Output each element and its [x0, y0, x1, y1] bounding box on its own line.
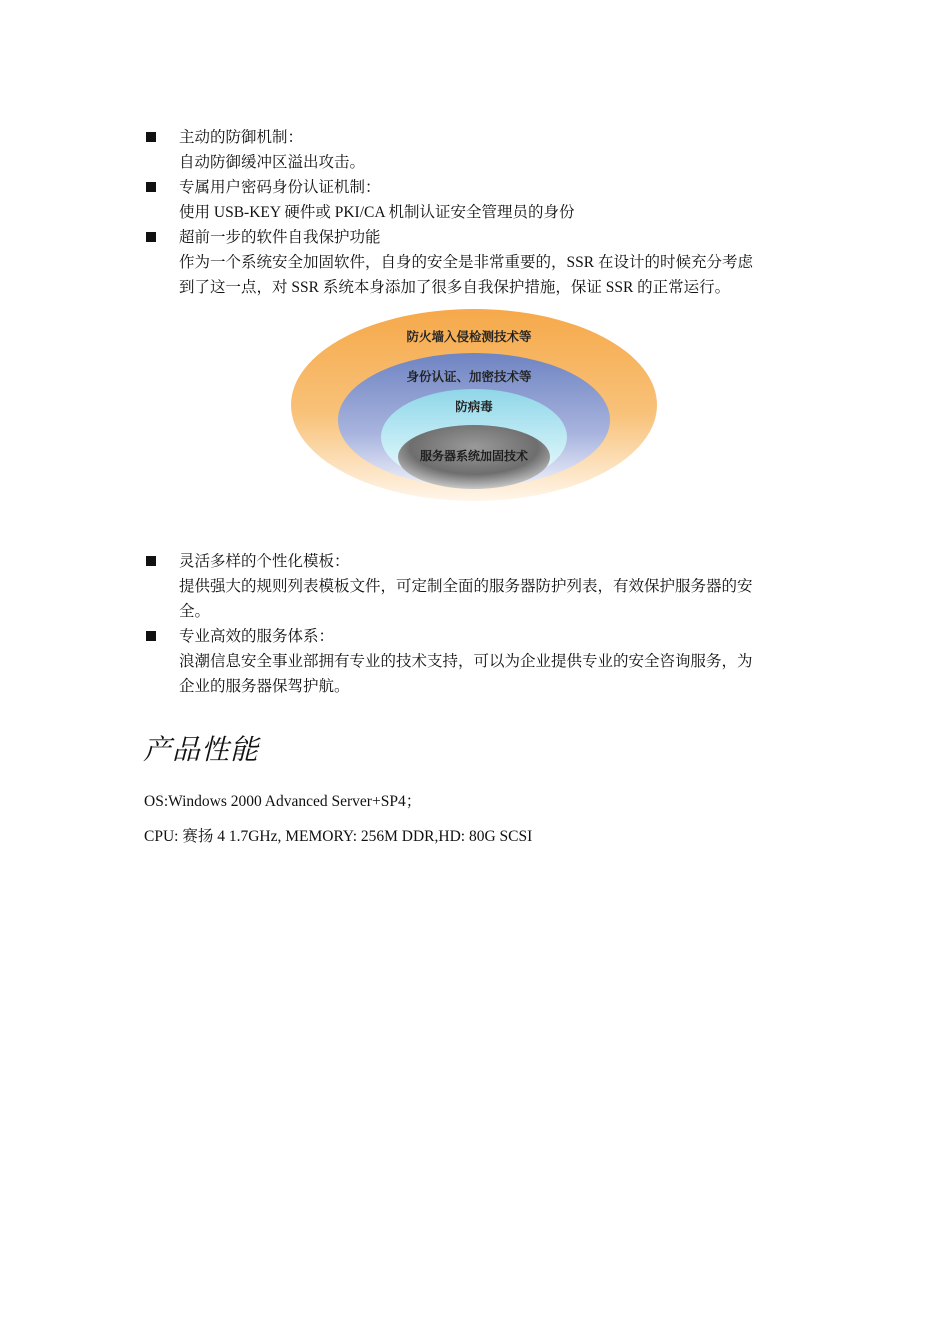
- feature-title: 专业高效的服务体系：: [179, 628, 335, 645]
- feature-desc: 使用 USB-KEY 硬件或 PKI/CA 机制认证安全管理员的身份: [179, 204, 575, 221]
- inner-layer-label: 防病毒: [455, 399, 493, 414]
- feature-desc: 作为一个系统安全加固软件，自身的安全是非常重要的，SSR 在设计的时候充分考虑: [179, 254, 753, 271]
- bullet-icon: [146, 556, 156, 566]
- feature-desc: 到了这一点，对 SSR 系统本身添加了很多自我保护措施，保证 SSR 的正常运行。: [179, 279, 731, 296]
- feature-desc: 企业的服务器保驾护航。: [179, 678, 350, 695]
- bullet-icon: [146, 631, 156, 641]
- bullet-icon: [146, 182, 156, 192]
- feature-desc: 全。: [179, 603, 211, 620]
- spec-os: OS:Windows 2000 Advanced Server+SP4；: [144, 793, 422, 810]
- feature-desc: 提供强大的规则列表模板文件，可定制全面的服务器防护列表，有效保护服务器的安: [179, 578, 753, 595]
- feature-title: 专属用户密码身份认证机制：: [179, 179, 381, 196]
- feature-title: 主动的防御机制：: [179, 129, 304, 146]
- middle-layer-label: 身份认证、加密技术等: [406, 369, 532, 384]
- section-heading-performance: 产品性能: [143, 733, 260, 766]
- feature-title: 超前一步的软件自我保护功能: [179, 229, 381, 246]
- bullet-icon: [146, 132, 156, 142]
- spec-hardware: CPU: 赛扬 4 1.7GHz, MEMORY: 256M DDR,HD: 80G SCSI: [144, 828, 533, 845]
- core-layer-label: 服务器系统加固技术: [419, 449, 529, 463]
- feature-desc: 自动防御缓冲区溢出攻击。: [179, 154, 366, 171]
- outer-layer-label: 防火墙入侵检测技术等: [406, 329, 532, 344]
- feature-desc: 浪潮信息安全事业部拥有专业的技术支持，可以为企业提供专业的安全咨询服务，为: [179, 653, 753, 670]
- feature-title: 灵活多样的个性化模板：: [179, 553, 350, 570]
- security-layers-diagram: [290, 303, 660, 503]
- bullet-icon: [146, 232, 156, 242]
